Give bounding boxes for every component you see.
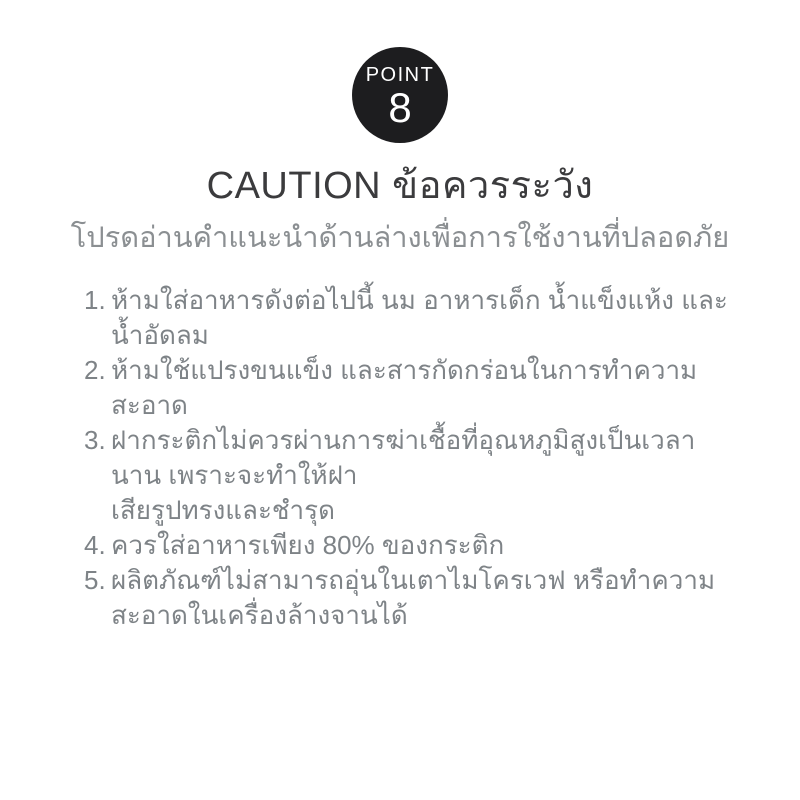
list-item-number: 2. <box>84 355 106 385</box>
page-subtitle: โปรดอ่านคำแนะนำด้านล่างเพื่อการใช้งานที่ปลอดภัย <box>70 222 730 254</box>
list-item-text: ห้ามใช้แปรงขนแข็ง และสารกัดกร่อนในการทำความสะอาด <box>111 355 698 420</box>
list-item <box>84 423 744 528</box>
caution-list <box>84 283 744 633</box>
list-item-text: ฝากระติกไม่ควรผ่านการฆ่าเชื้อที่อุณหภูมิสูงเป็นเวลานาน เพราะจะทำให้ฝา เสียรูปทรงและชำรุด <box>111 425 696 525</box>
list-item <box>84 563 744 633</box>
list-item-text: ควรใส่อาหารเพียง 80% ของกระติก <box>111 530 505 560</box>
list-item-number: 3. <box>84 425 106 455</box>
point-badge-label: POINT <box>365 64 435 86</box>
list-item-number: 1. <box>84 285 106 315</box>
list-item-text: ห้ามใส่อาหารดังต่อไปนี้ นม อาหารเด็ก น้ำแข็งแห้ง และน้ำอัดลม <box>111 285 728 350</box>
point-badge-number: 8 <box>388 84 412 131</box>
list-item <box>84 528 744 563</box>
page-title: CAUTION ข้อควรระวัง <box>206 165 594 207</box>
list-item-text: ผลิตภัณฑ์ไม่สามารถอุ่นในเตาไมโครเวฟ หรือทำความสะอาดในเครื่องล้างจานได้ <box>111 565 716 630</box>
point-badge <box>352 47 448 143</box>
list-item <box>84 353 744 423</box>
list-item-number: 5. <box>84 565 106 595</box>
list-item-number: 4. <box>84 530 106 560</box>
list-item <box>84 283 744 353</box>
